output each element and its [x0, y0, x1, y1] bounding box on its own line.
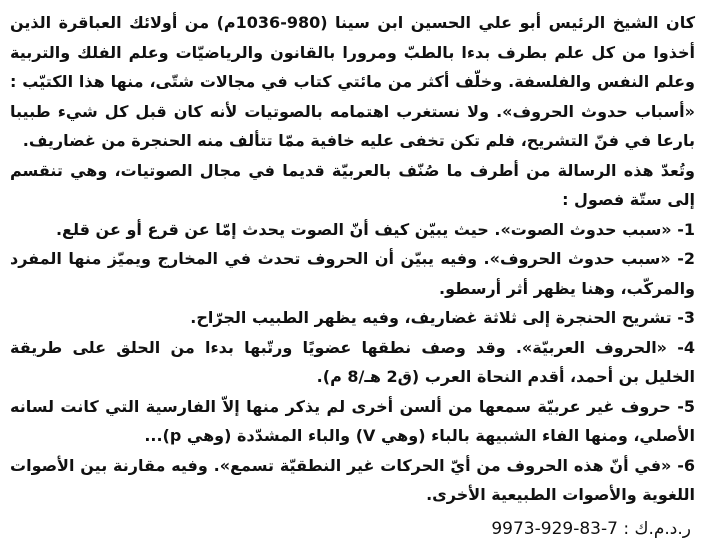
chapter-item-3	[10, 303, 695, 333]
chapter-text: «الحروف العربيّة». وقد وصف نطقها عضويًا ورتّبها بدءا من الحلق على طريقة الخليل بن أحمد، أقدم النحاة العرب (ق2 هـ/8 م).	[10, 337, 695, 386]
chapter-number: 4-	[677, 337, 696, 357]
chapter-text: «في أنّ هذه الحروف من أيّ الحركات غير النطقيّة تسمع». وفيه مقارنة بين الأصوات اللغوية والأصوات الطبيعية الأخرى.	[10, 455, 695, 504]
chapter-number: 3-	[677, 308, 695, 327]
chapters-list	[10, 215, 695, 510]
chapter-number: 1-	[677, 219, 695, 239]
chapter-item-5	[10, 392, 695, 451]
chapter-number: 5-	[677, 396, 695, 416]
chapter-text: «سبب حدوث الحروف». وفيه يبيّن أن الحروف تحدث في المخارج ويميّز منها المفرد والمركّب، وهنا يظهر أثر أرسطو.	[10, 249, 695, 298]
chapter-text: حروف غير عربيّة سمعها من ألسن أخرى لم يذكر منها إلاّ الفارسية التي كانت لسانه الأصلي، ومنها الفاء الشبيهة بالباء (وهي V) والباء المشدّدة (وهي p)...	[10, 396, 695, 445]
chapters-intro-paragraph: وتُعدّ هذه الرسالة من أطرف ما صُنّف بالعربيّة قديما في مجال الصوتيات، وهي تنقسم إلى ستّة فصول :	[10, 160, 695, 209]
chapter-item-4	[10, 333, 695, 392]
chapter-item-6	[10, 451, 695, 510]
chapter-text: تشريح الحنجرة إلى ثلاثة غضاريف، وفيه يظهر الطبيب الجرّاح.	[190, 308, 672, 327]
intro-paragraph: كان الشيخ الرئيس أبو علي الحسين ابن سينا (980-1036م) من أولائك العباقرة الذين أخذوا من كل علم بطرف بدءا بالطبّ ومرورا بالقانون والرياضيّات وعلم الفلك والتربية وعلم النفس والفلسفة. وخلّف أكثر من مائتي كتاب في مجالات شتّى، منها هذا الكتيّب : «أسباب حدوث الحروف». ولا نستغرب اهتمامه بالصوتيات لأنه كان قبل كل شيء طبيبا بارعا في فنّ التشريح، فلم تكن تخفى عليه خافية ممّا تتألف منه الحنجرة من غضاريف.	[10, 13, 696, 150]
isbn-line	[491, 514, 691, 544]
chapter-number: 6-	[677, 455, 695, 475]
chapter-item-1	[10, 215, 695, 245]
isbn-label: ر.د.م.ك :	[623, 519, 691, 539]
isbn-number: 9973-929-83-7	[491, 519, 618, 539]
chapter-number: 2-	[677, 249, 695, 268]
chapter-item-2	[10, 244, 695, 303]
chapter-text: «سبب حدوث الصوت». حيث يبيّن كيف أنّ الصوت يحدث إمّا عن قرع أو عن قلع.	[55, 219, 672, 239]
